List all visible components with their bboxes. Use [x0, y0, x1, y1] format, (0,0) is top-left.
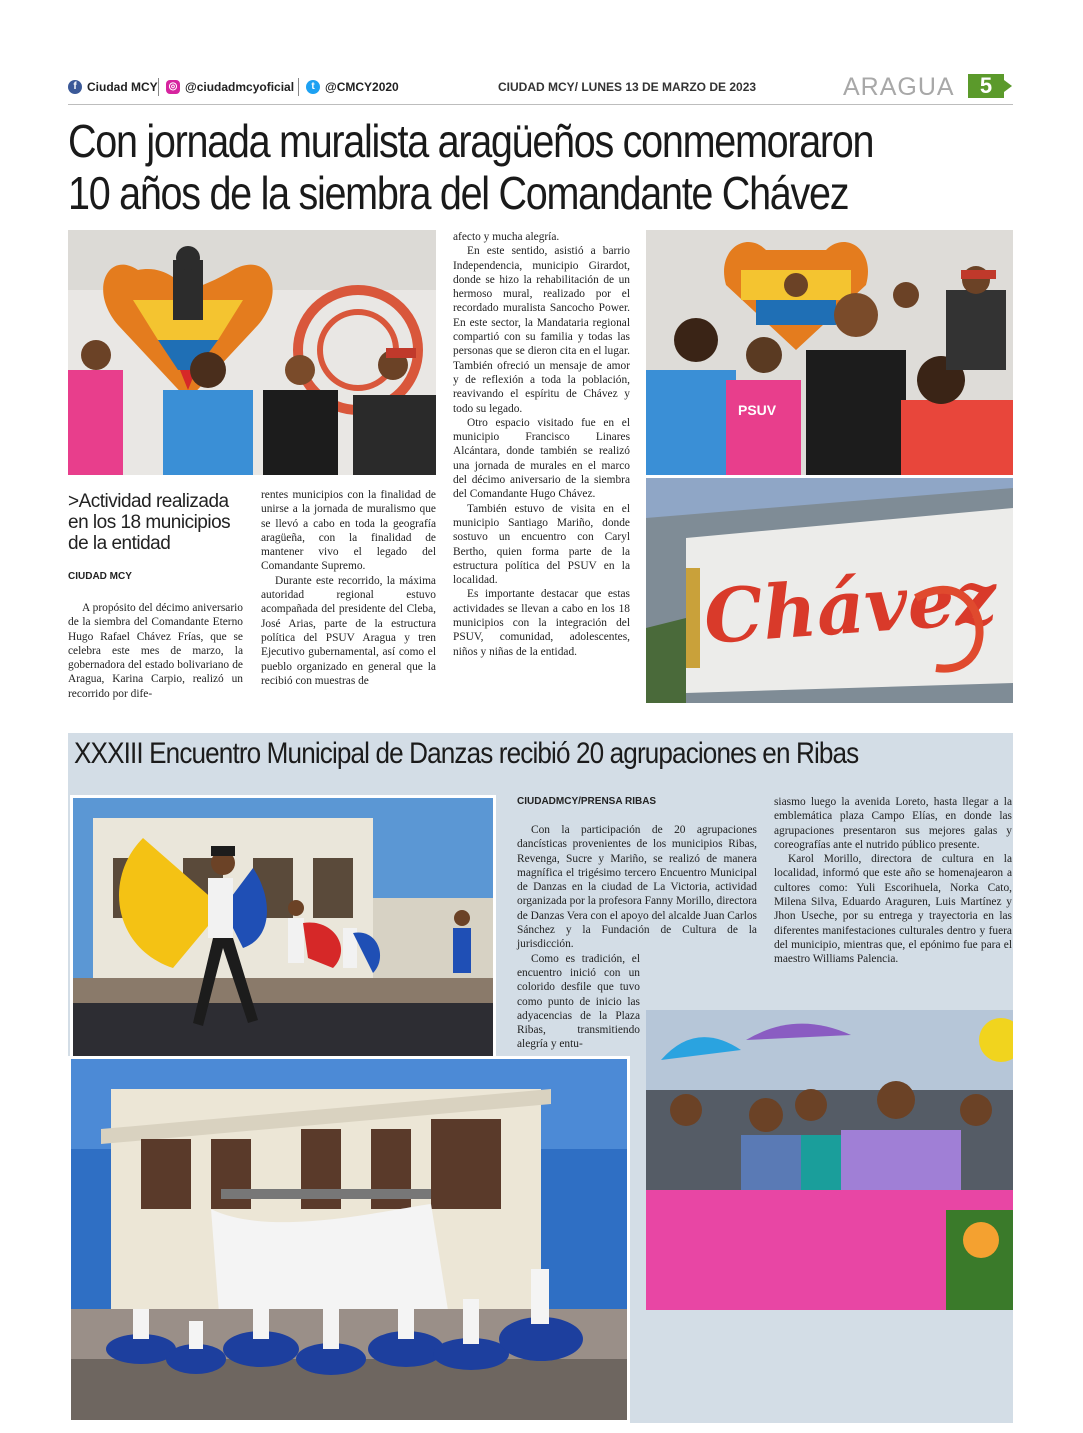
shirt-text: PSUV: [738, 402, 777, 418]
photo-crowd-greeting: [646, 230, 1013, 475]
article1-headline: [68, 115, 885, 219]
paragraph: Con la participación de 20 agrupaciones dancísticas provenientes de los municipios Ribas, Revenga, Sucre y Mariño, se realizó de manera magnífica el trigésimo tercero Encuentro Municipal de Danzas en la ciudad de La Victoria, actividad organizada por la profesora Fanny Morillo, directora de Danzas Vera con el apoyo del alcalde Juan Carlos Sánchez y la Fundación de Cultura de la jurisdicción.: [517, 824, 757, 951]
twitter-icon: t: [306, 80, 320, 94]
instagram-icon: ◎: [166, 80, 180, 94]
headline-line-2: 10 años de la siembra del Comandante Chávez: [68, 167, 849, 219]
divider: [298, 78, 299, 96]
paragraph: A propósito del décimo aniversario de la siembra del Comandante Eterno Hugo Rafael Chávez Frías, que se celebra este mes de marzo, la gobernadora del estado bolivariano de Aragua, Karina Carpio, realizó un recorrido por dife-: [68, 602, 243, 700]
photo-audience: [646, 1010, 1013, 1310]
facebook-icon: f: [68, 80, 82, 94]
photo-dancers-flag: [70, 795, 496, 1068]
paragraph: Karol Morillo, directora de cultura en la localidad, informó que este año se homenajearon a cultores como: Yuli Escorihuela, Norka Cato, Milena Silva, Eduardo Araguren, Luis Martínez y Jhon Useche, por su entrega y trayectoria en las diferentes manifestaciones culturales dentro y fuera del municipio, mientras que, el epónimo fue para el maestro Williams Palencia.: [774, 853, 1012, 966]
article1-column-3: [453, 230, 630, 659]
photo-governor-speaking: [68, 230, 436, 475]
paragraph: siasmo luego la avenida Loreto, hasta llegar a la emblemática plaza Campo Elías, en donde las agrupaciones presentaron sus mejores galas y coreografías ante el nutrido público presente.: [774, 796, 1012, 851]
twitter-handle[interactable]: [306, 80, 399, 94]
paragraph: Como es tradición, el encuentro inició con un colorido desfile que tuvo como punto de inicio las adyacencias de la Plaza Ribas, transmitiendo alegría y entu-: [517, 952, 640, 1051]
headline-line-1: Con jornada muralista aragüeños conmemoraron: [68, 115, 874, 167]
article1-column-2: [261, 488, 436, 688]
divider: [158, 78, 159, 96]
paragraph: afecto y mucha alegría.: [453, 231, 560, 243]
paragraph: Durante este recorrido, la máxima autoridad regional estuvo acompañada del presidente del Cleba, José Arias, parte de la estructura política del PSUV Aragua y tren Ejecutivo gubernamental, así como el pueblo organizado en general que la recibió con muestras de: [261, 574, 436, 687]
paragraph: En este sentido, asistió a barrio Independencia, municipio Girardot, donde se hizo la rehabilitación de un hermoso mural, realizado por el recordado muralista Sancocho Power. En este sector, la Mandataria regional compartió con su familia y todas las personas que se dieron cita en el lugar. También ofreció un mensaje de amor y de reflexión a toda la población, reavivando el espíritu de Chávez y todo su legado.: [453, 245, 630, 415]
section-name: ARAGUA: [843, 73, 955, 101]
article2-headline: XXXIII Encuentro Municipal de Danzas recibió 20 agrupaciones en Ribas: [74, 737, 859, 770]
mural-text: Chávez: [701, 554, 1000, 661]
article2-column-2: [774, 795, 1012, 967]
twitter-label: @CMCY2020: [325, 80, 399, 94]
article1-byline: CIUDAD MCY: [68, 571, 132, 582]
article2-byline: CIUDADMCY/PRENSA RIBAS: [517, 796, 657, 807]
instagram-label: @ciudadmcyoficial: [185, 80, 295, 94]
paragraph: Es importante destacar que estas actividades se llevan a cabo en los 18 municipios con la integración del PSUV, comunidad, adolescentes, niños y niñas de la entidad.: [453, 588, 630, 658]
paragraph: También estuvo de visita en el municipio Santiago Mariño, donde sostuvo un encuentro con Caryl Bertho, quien forma parte de la estructura política del PSUV en la localidad.: [453, 502, 630, 587]
instagram-handle[interactable]: [166, 80, 294, 94]
dateline: CIUDAD MCY/ LUNES 13 DE MARZO DE 2023: [498, 80, 757, 94]
article1-subhead: >Actividad realizada en los 18 municipios de la entidad: [68, 491, 231, 554]
article1-column-1: [68, 601, 243, 701]
facebook-handle[interactable]: [68, 80, 158, 94]
page-header: [68, 73, 1013, 105]
facebook-label: Ciudad MCY: [87, 80, 158, 94]
paragraph: Otro espacio visitado fue en el municipio Francisco Linares Alcántara, donde también se realizó una jornada de murales en el marco del décimo aniversario de la siembra del Comandante Hugo Chávez.: [453, 416, 630, 501]
photo-dancers-building: [68, 1056, 630, 1423]
paragraph: rentes municipios con la finalidad de unirse a la jornada de muralismo que se llevó a cabo en toda la geografía aragüeña, con la finalidad de mantener vivo el legado del Comandante Supremo.: [261, 489, 436, 573]
photo-chavez-mural: [646, 478, 1013, 703]
page-number: 5: [968, 74, 1004, 98]
